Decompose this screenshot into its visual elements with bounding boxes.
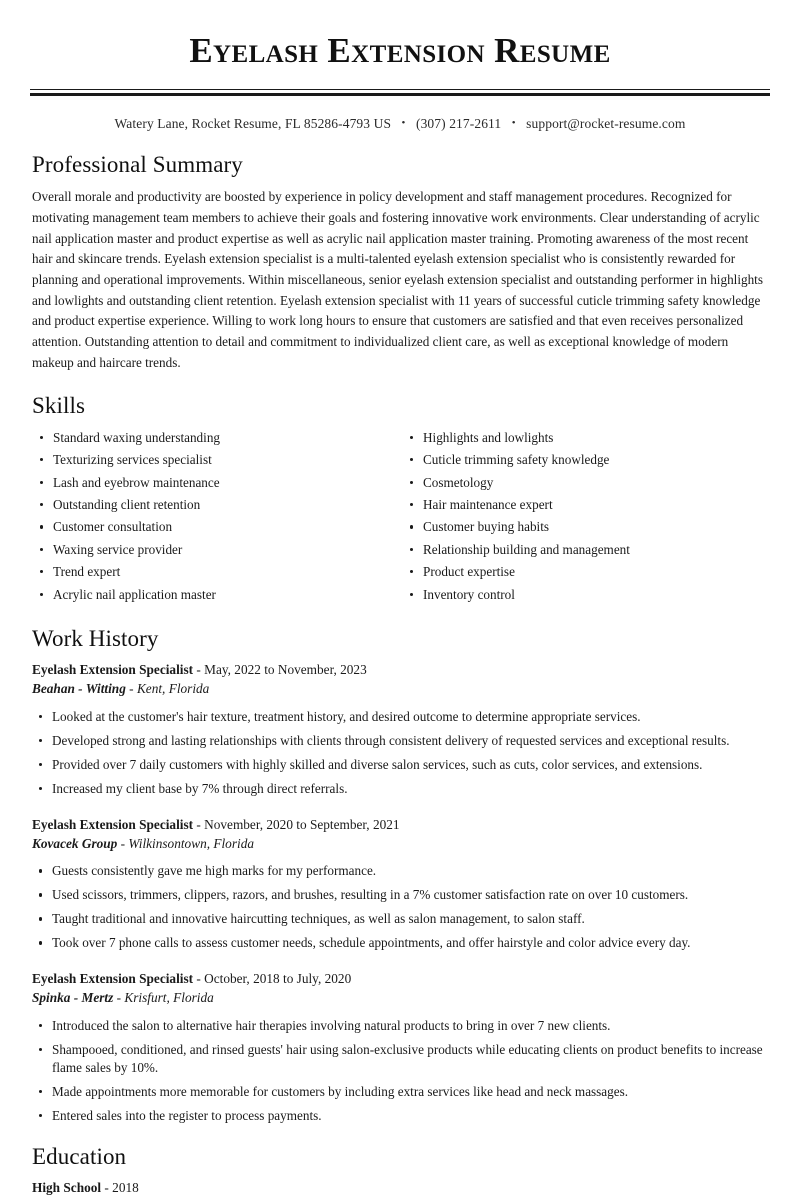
job-dates: November, 2020 to September, 2021 bbox=[204, 816, 400, 832]
education-school: High School bbox=[32, 1179, 102, 1195]
section-professional-summary bbox=[30, 152, 770, 373]
job-location: Kent, Florida bbox=[136, 681, 210, 697]
job-company-dash: - bbox=[117, 835, 129, 851]
list-item: Developed strong and lasting relationships with clients through consistent delivery of requested services and exceptional results. bbox=[30, 732, 770, 750]
summary-text: Overall morale and productivity are boosted by experience in policy development and staff management procedures. Recognized for motivating management team members to achieve their goals and fostering innovative work environments. Clear understanding of acrylic nail application master and product expertise as well as acrylic nail application master training. Promoting awareness of the most recent hair and skincare trends. Eyelash extension specialist is a multi-talented eyelash extension specialist who is consistently rewarded for planning and operational improvements. Within miscellaneous, senior eyelash extension specialist and outstanding performer in highlights and lowlights and outstanding client retention. Eyelash extension specialist with 11 years of successful cuticle trimming safety knowledge and product expertise experience. Willing to work long hours to ensure that customers are satisfied and that even receives personalized attention. Outstanding attention to detail and commitment to individualized client care, as well as exceptional knowledge of modern makeup and haircare trends. bbox=[32, 189, 763, 370]
job-title: Eyelash Extension Specialist bbox=[32, 970, 194, 986]
page-title: Eyelash Extension Resume bbox=[189, 31, 611, 70]
contact-line bbox=[30, 116, 770, 132]
list-item: Shampooed, conditioned, and rinsed guests' hair using salon-exclusive products while educating clients on product benefits to increase flame sales by 10%. bbox=[30, 1041, 770, 1078]
job-dates: May, 2022 to November, 2023 bbox=[204, 662, 367, 678]
list-item: Waxing service provider bbox=[30, 541, 400, 559]
list-item: Trend expert bbox=[30, 563, 400, 581]
job-company-line bbox=[32, 989, 770, 1008]
list-item: Used scissors, trimmers, clippers, razors, and brushes, resulting in a 7% customer satisfaction rate on over 10 customers. bbox=[30, 886, 770, 904]
education-dash: - bbox=[101, 1179, 113, 1195]
list-item: Product expertise bbox=[400, 563, 770, 581]
skills-column-left bbox=[30, 429, 400, 608]
job-company-dash: - bbox=[125, 681, 137, 697]
list-item: Entered sales into the register to process payments. bbox=[30, 1107, 770, 1125]
job-bullet-list bbox=[30, 708, 770, 798]
job-title: Eyelash Extension Specialist bbox=[32, 662, 194, 678]
job-title-dash: - bbox=[193, 662, 205, 678]
list-item: Customer consultation bbox=[30, 518, 400, 536]
skills-column-right bbox=[400, 429, 770, 608]
job-bullet-list bbox=[30, 862, 770, 952]
list-item: Cuticle trimming safety knowledge bbox=[400, 451, 770, 469]
job-title: Eyelash Extension Specialist bbox=[32, 816, 194, 832]
job-title-dash: - bbox=[193, 970, 205, 986]
header-divider bbox=[30, 89, 770, 96]
list-item: Inventory control bbox=[400, 586, 770, 604]
list-item: Hair maintenance expert bbox=[400, 496, 770, 514]
job-company: Spinka - Mertz bbox=[32, 989, 114, 1005]
list-item: Standard waxing understanding bbox=[30, 429, 400, 447]
list-item: Looked at the customer's hair texture, treatment history, and desired outcome to determine appropriate services. bbox=[30, 708, 770, 726]
list-item: Texturizing services specialist bbox=[30, 451, 400, 469]
work-history-entry bbox=[30, 970, 770, 1126]
list-item: Relationship building and management bbox=[400, 541, 770, 559]
education-entry bbox=[32, 1179, 770, 1198]
job-title-line bbox=[32, 661, 770, 680]
education-year: 2018 bbox=[112, 1179, 139, 1195]
job-company-line bbox=[32, 680, 770, 699]
job-company: Beahan - Witting bbox=[32, 681, 126, 697]
job-company-dash: - bbox=[113, 989, 125, 1005]
section-skills bbox=[30, 393, 770, 608]
job-title-line bbox=[32, 816, 770, 835]
section-heading-work-history: Work History bbox=[32, 626, 159, 652]
section-work-history bbox=[30, 626, 770, 1125]
resume-header bbox=[30, 0, 770, 132]
contact-separator-2: • bbox=[511, 117, 516, 129]
list-item: Customer buying habits bbox=[400, 518, 770, 536]
contact-phone: (307) 217-2611 bbox=[415, 116, 502, 131]
job-bullet-list bbox=[30, 1017, 770, 1126]
list-item: Increased my client base by 7% through direct referrals. bbox=[30, 780, 770, 798]
skills-list-right bbox=[400, 429, 770, 604]
section-heading-skills: Skills bbox=[32, 393, 86, 419]
list-item: Acrylic nail application master bbox=[30, 586, 400, 604]
job-location: Wilkinsontown, Florida bbox=[128, 835, 254, 851]
skills-list-left bbox=[30, 429, 400, 604]
list-item: Lash and eyebrow maintenance bbox=[30, 474, 400, 492]
job-title-dash: - bbox=[193, 816, 205, 832]
list-item: Taught traditional and innovative haircutting techniques, as well as salon management, to salon staff. bbox=[30, 910, 770, 928]
list-item: Guests consistently gave me high marks for my performance. bbox=[30, 862, 770, 880]
section-heading-education: Education bbox=[32, 1143, 127, 1169]
job-company: Kovacek Group bbox=[32, 835, 118, 851]
section-heading-summary: Professional Summary bbox=[32, 152, 243, 177]
list-item: Introduced the salon to alternative hair therapies involving natural products to bring in over 7 new clients. bbox=[30, 1017, 770, 1035]
list-item: Cosmetology bbox=[400, 474, 770, 492]
job-company-line bbox=[32, 835, 770, 854]
skills-columns bbox=[30, 429, 770, 608]
list-item: Took over 7 phone calls to assess customer needs, schedule appointments, and offer hairstyle and color advice every day. bbox=[30, 934, 770, 952]
contact-separator-1: • bbox=[401, 117, 406, 129]
list-item: Made appointments more memorable for customers by including extra services like head and neck massages. bbox=[30, 1083, 770, 1101]
list-item: Outstanding client retention bbox=[30, 496, 400, 514]
divider-thick-line bbox=[30, 93, 770, 96]
list-item: Provided over 7 daily customers with highly skilled and diverse salon services, such as cuts, color services, and extensions. bbox=[30, 756, 770, 774]
job-location: Krisfurt, Florida bbox=[124, 989, 214, 1005]
work-history-entry bbox=[30, 816, 770, 953]
contact-email: support@rocket-resume.com bbox=[526, 116, 686, 131]
job-title-line bbox=[32, 970, 770, 989]
section-education bbox=[30, 1144, 770, 1198]
list-item: Highlights and lowlights bbox=[400, 429, 770, 447]
job-dates: October, 2018 to July, 2020 bbox=[204, 970, 352, 986]
work-history-entry bbox=[30, 661, 770, 798]
contact-address: Watery Lane, Rocket Resume, FL 85286-4793 US bbox=[114, 116, 392, 131]
